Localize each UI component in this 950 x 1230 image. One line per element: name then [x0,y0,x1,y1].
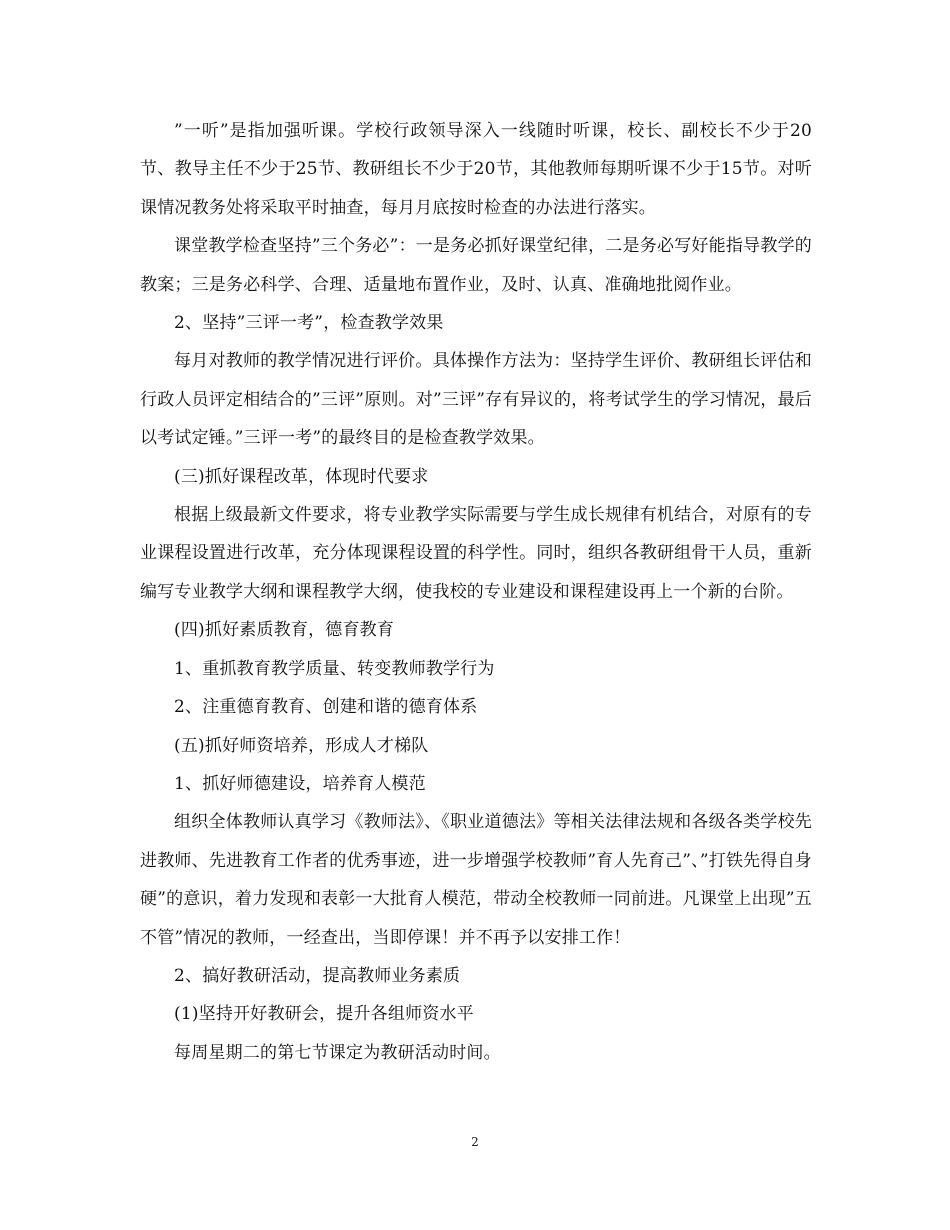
paragraph-classroom-check: 课堂教学检查坚持”三个务必”：一是务必抓好课堂纪律，二是务必写好能指导教学的教案；三是务必科学、合理、适量地布置作业，及时、认真、准确地批阅作业。 [140,236,812,295]
page-number: 2 [471,1135,479,1149]
paragraph-teacher-ethics: 组织全体教师认真学习《教师法》、《职业道德法》等相关法律法规和各级各类学校先进教师、先进教育工作者的优秀事迹，进一步增强学校教师”育人先育己”、”打铁先得自身硬”的意识，着力发现和表彰一大批育人模范，带动全校教师一同前进。凡课堂上出现”五不管”情况的教师，一经查出，当即停课！并不再予以安排工作！ [140,812,812,948]
heading-teacher-training: (五)抓好师资培养，形成人才梯队 [174,735,429,756]
item-research-meetings: (1)坚持开好教研会，提升各组师资水平 [174,1004,474,1025]
item-moral-education: 2、注重德育教育、创建和谐的德育体系 [174,697,478,718]
item-teacher-ethics: 1、抓好师德建设，培养育人模范 [174,773,426,794]
heading-curriculum-reform: (三)抓好课程改革，体现时代要求 [174,466,429,487]
paragraph-curriculum-reform: 根据上级最新文件要求，将专业教学实际需要与学生成长规律有机结合，对原有的专业课程设置进行改革，充分体现课程设置的科学性。同时，组织各教研组骨干人员，重新编写专业教学大纲和课程教学大纲，使我校的专业建设和课程建设再上一个新的台阶。 [140,505,812,602]
paragraph-research-time: 每周星期二的第七节课定为教研活动时间。 [174,1042,501,1063]
document-body [140,112,812,1072]
item-teaching-quality: 1、重抓教育教学质量、转变教师教学行为 [174,658,495,679]
heading-three-evaluations: 2、坚持”三评一考”，检查教学效果 [174,313,444,334]
heading-quality-education: (四)抓好素质教育，德育教育 [174,620,395,641]
paragraph-monthly-evaluation: 每月对教师的教学情况进行评价。具体操作方法为：坚持学生评价、教研组长评估和行政人员评定相结合的”三评”原则。对”三评”存有异议的，将考试学生的学习情况，最后以考试定锤。”三评一考”的最终目的是检查教学效果。 [140,351,812,449]
item-teaching-research: 2、搞好教研活动，提高教师业务素质 [174,965,461,986]
paragraph-listening: ”一听”是指加强听课。学校行政领导深入一线随时听课，校长、副校长不少于20节、教导主任不少于25节、教研组长不少于20节，其他教师每期听课不少于15节。对听课情况教务处将采取平时抽查，每月月底按时检查的办法进行落实。 [140,121,812,218]
